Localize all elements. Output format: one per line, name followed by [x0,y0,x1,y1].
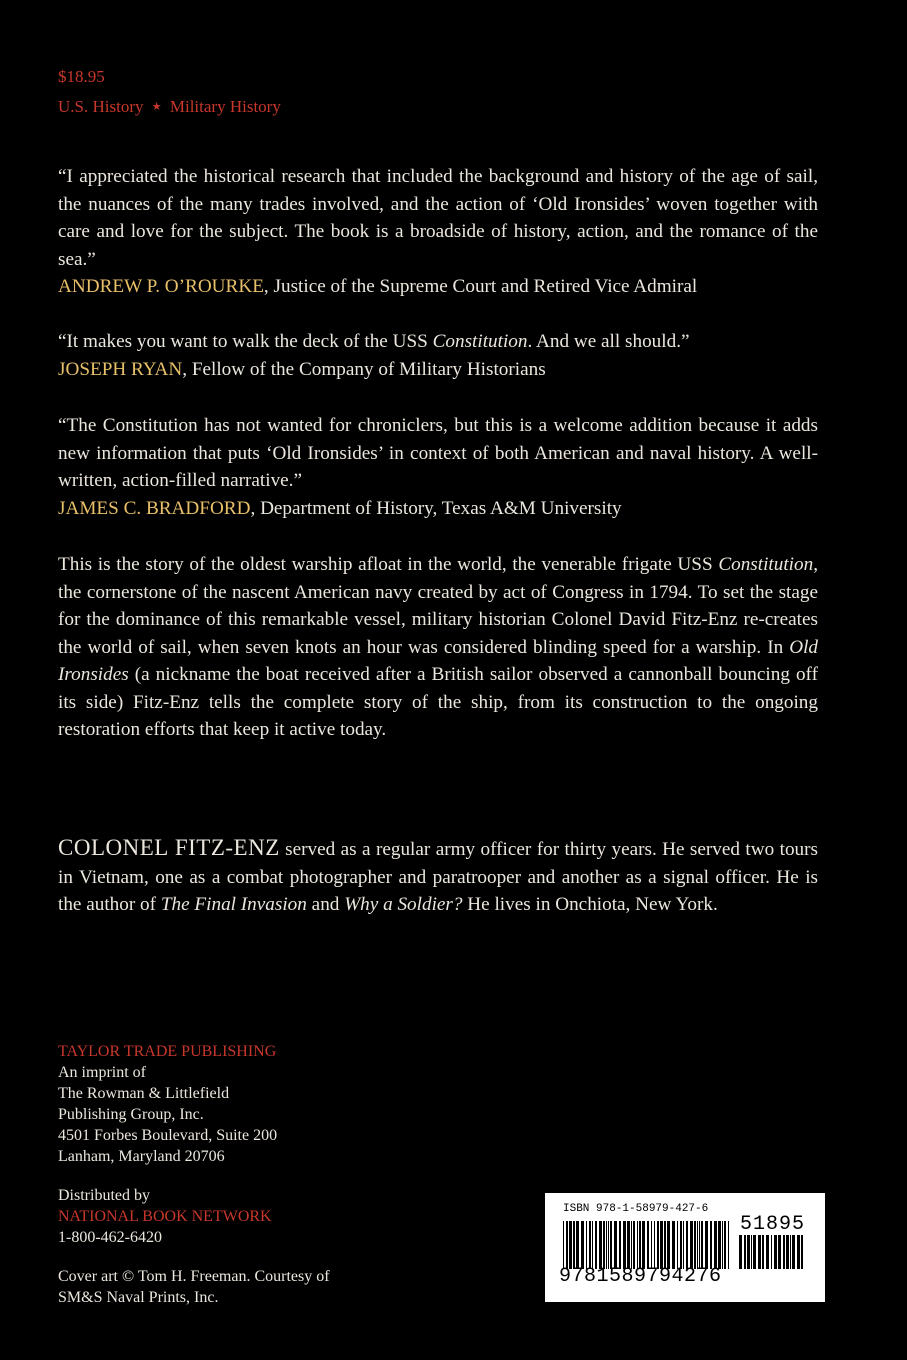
isbn-barcode [545,1193,825,1302]
barcode-bar [660,1221,663,1269]
barcode-bar [728,1221,729,1269]
barcode-bar [633,1221,635,1269]
quote-author: JAMES C. BRADFORD [58,497,251,519]
barcode-bar [766,1235,769,1269]
barcode-bar [762,1235,764,1269]
barcode-bar [647,1221,649,1269]
ean-barcode-bars [563,1221,731,1269]
endorsement-quote-2 [58,328,818,383]
barcode-bar [576,1221,579,1269]
quote-author-role: , Justice of the Supreme Court and Retired Vice Admiral [263,276,698,297]
addon-barcode-bars [739,1235,807,1269]
quote-text: “I appreciated the historical research that included the background and history of the age of sail, the nuances of the many trades involved, and the action of ‘Old Ironsides’ woven together with care and love for the subject. The book is a broadside of history, action, and the romance of the sea.” [58,166,818,270]
category-line [58,92,281,124]
quote-attribution [58,495,818,523]
barcode-bar [677,1221,678,1269]
publisher-info [58,1041,330,1326]
barcode-bar [690,1221,693,1269]
barcode-bar [747,1235,750,1269]
barcode-bar [751,1235,752,1269]
barcode-bar [654,1221,655,1269]
quote-author: JOSEPH RYAN [58,358,183,380]
category-us-history: U.S. History [58,97,144,116]
barcode-bar [786,1235,789,1269]
barcode-bar [710,1221,712,1269]
addon-digits: 51895 [740,1213,806,1236]
publisher-name: TAYLOR TRADE PUBLISHING [58,1043,277,1060]
barcode-bar [631,1221,632,1269]
barcode-bar [753,1235,756,1269]
barcode-bar [589,1221,591,1269]
barcode-bar [797,1235,800,1269]
author-bio: COLONEL FITZ-ENZ served as a regular army officer for thirty years. He served two tours in Vietnam, one as a combat photographer and paratrooper and another as a signal officer. He is the author of The Final Invasion and Why a Soldier? He lives in Onchiota, New York. [58,835,818,915]
distributor-phone: 1-800-462-6420 [58,1229,162,1246]
barcode-bar [705,1221,708,1269]
barcode-bar [566,1221,568,1269]
book-title: The Final Invasion [160,894,307,915]
ean-digits: 9781589794276 [559,1265,722,1288]
quote-author: ANDREW P. O’ROURKE [58,276,264,297]
barcode-bar [724,1221,726,1269]
barcode-bar [581,1221,584,1269]
barcode-bar [680,1221,682,1269]
barcode-bar [744,1235,746,1269]
quote-author-role: , Fellow of the Company of Military Historians [182,358,546,380]
barcode-bar [599,1221,602,1269]
barcode-bar [606,1221,607,1269]
barcode-bar [792,1235,795,1269]
barcode-bar [592,1221,593,1269]
barcode-bar [586,1221,587,1269]
barcode-bar [672,1221,675,1269]
barcode-bar [774,1235,777,1269]
publisher-address: TAYLOR TRADE PUBLISHING An imprint of The Rowman & Littlefield Publishing Group, Inc. 4501 Forbes Boulevard, Suite 200 Lanham, Maryland 20706 [58,1041,330,1167]
barcode-bar [778,1235,781,1269]
barcode-bar [783,1235,785,1269]
barcode-bar [714,1221,717,1269]
barcode-bar [686,1221,688,1269]
quote-attribution [58,356,818,384]
quote-text: “The Constitution has not wanted for chroniclers, but this is a welcome addition because it adds new information that puts ‘Old Ironsides’ in context of both American and naval history. A well-written, action-filled narrative.” [58,415,818,491]
endorsement-quote-1 [58,163,818,301]
barcode-bar [639,1221,641,1269]
author-name: COLONEL FITZ-ENZ [58,835,280,860]
barcode-bar [603,1221,605,1269]
barcode-bar [642,1221,645,1269]
barcode-bar [722,1221,723,1269]
barcode-bar [573,1221,575,1269]
barcode-bar [627,1221,630,1269]
barcode-bar [563,1221,564,1269]
barcode-bar [699,1221,700,1269]
barcode-bar [610,1221,612,1269]
barcode-bar [758,1235,761,1269]
barcode-bar [619,1221,621,1269]
barcode-bar [637,1221,638,1269]
barcode-bar [651,1221,652,1269]
distributor-name: NATIONAL BOOK NETWORK [58,1208,272,1225]
endorsement-quote-3 [58,412,818,522]
barcode-bar [595,1221,597,1269]
barcode-bar [657,1221,659,1269]
barcode-bar [701,1221,703,1269]
distributor-info: Distributed by NATIONAL BOOK NETWORK 1-800-462-6420 [58,1185,330,1248]
barcode-bar [739,1235,742,1269]
cover-credit: Cover art © Tom H. Freeman. Courtesy of SM&S Naval Prints, Inc. [58,1268,330,1306]
quote-attribution [58,273,818,301]
barcode-bar [569,1221,572,1269]
price-category-block [58,62,281,124]
barcode-bar [697,1221,698,1269]
star-icon: ★ [151,101,162,113]
isbn-label: ISBN 978-1-58979-427-6 [563,1203,709,1215]
barcode-bar [608,1221,609,1269]
barcode-bar [667,1221,670,1269]
barcode-bar [614,1221,617,1269]
book-description: This is the story of the oldest warship afloat in the world, the venerable frigate USS Constitution, the cornerstone of the nascent American navy created by act of Congress in 1794. To set the stage for the dominance of this remarkable vessel, military historian Colonel David Fitz-Enz re-creates the world of sail, when seven knots an hour was considered blinding speed for a warship. In Old Ironsides (a nickname the boat received after a British sailor observed a cannonball bouncing off its side) Fitz-Enz tells the complete story of the ship, from its construction to the ongoing restoration efforts that keep it active today. [58,554,818,740]
barcode-bar [694,1221,696,1269]
barcode-bar [801,1235,803,1269]
category-military-history: Military History [169,97,281,116]
barcode-bar [664,1221,666,1269]
barcode-bar [623,1221,626,1269]
book-title: Why a Soldier? [344,894,463,915]
quote-text: “It makes you want to walk the deck of the USS Constitution. And we all should.” [58,331,690,352]
price: $18.95 [58,67,105,86]
barcode-bar [718,1221,721,1269]
barcode-bar [771,1235,772,1269]
barcode-bar [790,1235,791,1269]
barcode-bar [683,1221,684,1269]
quote-author-role: , Department of History, Texas A&M University [250,497,622,519]
